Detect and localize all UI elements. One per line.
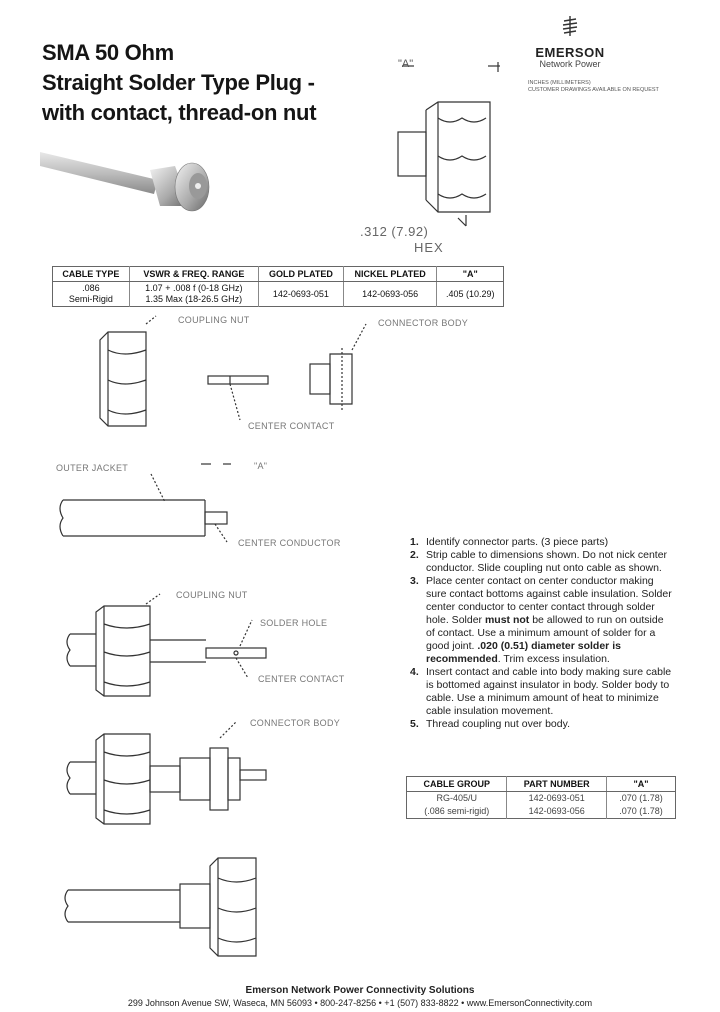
strip-dim-a: "A" [254,461,268,471]
logo-name: EMERSON [535,45,605,60]
cable-group-table [406,776,676,819]
header-part-number: PART NUMBER [507,777,607,792]
footer-company: Emerson Network Power Connectivity Solutions [245,985,475,996]
solder-hole-label: SOLDER HOLE [260,618,328,628]
table-row [407,805,676,819]
header-gold: GOLD PLATED [259,267,344,282]
cell-part: 142-0693-051 [507,792,607,806]
cell-gold: 142-0693-051 [259,282,344,307]
header-cable-group: CABLE GROUP [407,777,507,792]
document-title [42,38,316,128]
product-photo [40,140,220,230]
table-row [53,282,504,307]
top-dim-a: "A" [398,58,414,70]
nut-size-dim: .312 (7.92) [360,224,429,239]
cell-group: RG-405/U [436,793,477,803]
center-contact-label-2: CENTER CONTACT [258,674,345,684]
logo-subtitle: Network Power [539,59,601,69]
cell-group: (.086 semi-rigid) [424,806,490,816]
header-a: "A" [606,777,675,792]
cell-a: .070 (1.78) [606,805,675,819]
drawing-notes [528,80,659,94]
list-item: 3. Place center contact on center conductor making sure contact bottoms against cable insulation. Solder center conductor to center contact through solder hole. Solder must not be allowed to run on outside of contact. Use a minimum amount of solder for a good joint. .020 (0.51) diameter solder is recommended. Trim excess insulation. [410,575,672,665]
assembly-drawing-body [60,718,290,828]
coupling-nut-label-2: COUPLING NUT [176,590,248,600]
spec-table [52,266,504,307]
center-contact-label-1: CENTER CONTACT [248,421,335,431]
notes-line-2: CUSTOMER DRAWINGS AVAILABLE ON REQUEST [528,87,659,93]
header-vswr: VSWR & FREQ. RANGE [129,267,258,282]
group-table-header [407,777,676,792]
spec-table-header [53,267,504,282]
footer-address: 299 Johnson Avenue SW, Waseca, MN 56093 • 800-247-8256 • +1 (507) 833-8822 • www.EmersonConnectivity.com [127,998,593,1008]
list-item: 5. Thread coupling nut over body. [410,718,570,730]
list-item: 2. Strip cable to dimensions shown. Do not nick center conductor. Slide coupling nut onto cable as shown. [410,549,668,574]
title-line-2: Straight Solder Type Plug - [42,70,315,95]
connector-body-label-2: CONNECTOR BODY [250,718,341,728]
connector-body-label-1: CONNECTOR BODY [378,318,469,328]
coupling-nut-label-1: COUPLING NUT [178,315,250,325]
hex-label: HEX [414,240,444,255]
cell-a: .070 (1.78) [606,792,675,806]
final-assembly-drawing [60,850,280,960]
emerson-emblem-icon [560,14,580,38]
cell-a: .405 (10.29) [437,282,504,307]
emerson-logo [520,14,620,69]
cell-part: 142-0693-056 [507,805,607,819]
cell-cable-type: .086 Semi-Rigid [68,283,113,304]
header-nickel: NICKEL PLATED [343,267,437,282]
assembly-drawing-contact [60,590,270,700]
cell-vswr: 1.07 + .008 f (0-18 GHz) 1.35 Max (18-26.5 GHz) [129,282,258,307]
title-line-3: with contact, thread-on nut [42,100,317,125]
connector-drawing-top [390,60,520,240]
table-row [407,792,676,806]
header-a: "A" [437,267,504,282]
notes-line-1: INCHES (MILLIMETERS) [528,80,591,86]
outer-jacket-label: OUTER JACKET [56,463,129,473]
list-item: 4. Insert contact and cable into body making sure cable is bottomed against insulator in body. Solder body to cable. Use a minimum amount of heat to minimize cable insulation movement. [410,666,672,717]
cell-nickel: 142-0693-056 [343,282,437,307]
list-item: 1. Identify connector parts. (3 piece parts) [410,536,609,548]
parts-drawing [90,310,390,430]
center-conductor-label: CENTER CONDUCTOR [238,538,341,548]
stripped-cable-drawing [55,460,255,550]
header-cable-type: CABLE TYPE [53,267,130,282]
title-line-1: SMA 50 Ohm [42,40,174,65]
assembly-steps [410,536,672,731]
